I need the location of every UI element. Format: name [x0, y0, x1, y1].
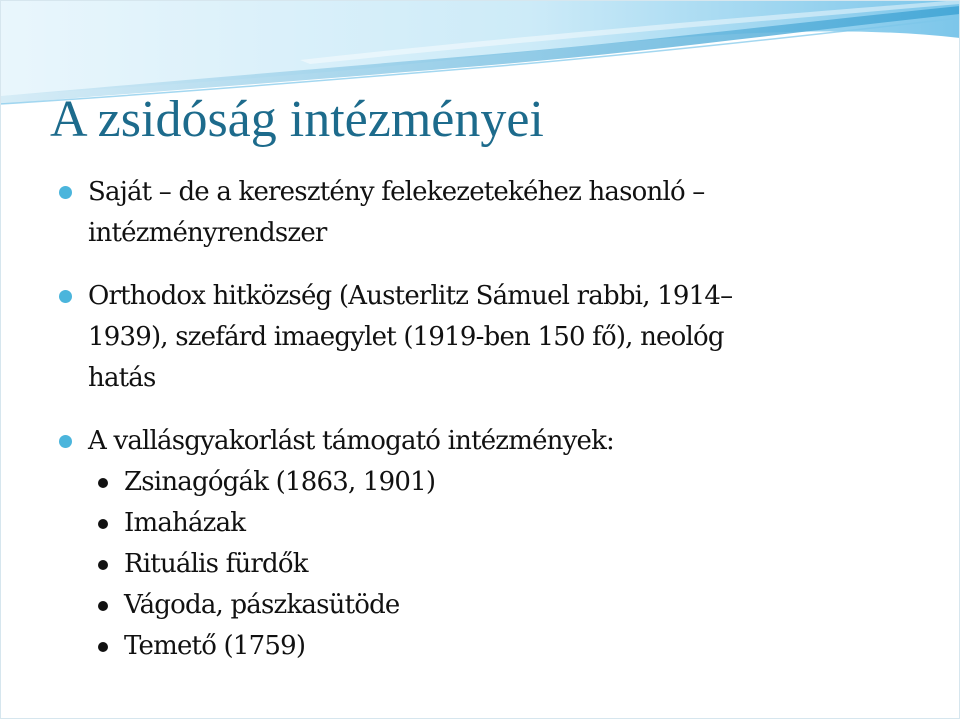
sub-item-synagogues — [88, 462, 888, 503]
sub-bullet-dot-icon — [98, 560, 108, 570]
sub-bullet-dot-icon — [98, 601, 108, 611]
bullet-dot-icon — [59, 186, 72, 199]
bullet-item-religious-practice — [88, 421, 888, 667]
sub-item-prayer-houses — [88, 503, 888, 544]
bullet-line: Saját – de a keresztény felekezetekéhez hasonló – — [88, 177, 705, 207]
sub-bullet-dot-icon — [98, 519, 108, 529]
bullet-line: Orthodox hitközség (Austerlitz Sámuel rabbi, 1914– — [88, 281, 733, 311]
sub-bullet-dot-icon — [98, 642, 108, 652]
sub-item-label: Rituális fürdők — [124, 549, 308, 579]
bullet-item-orthodox — [88, 276, 888, 399]
sub-item-label: Zsinagógák (1863, 1901) — [124, 467, 436, 497]
sub-item-cemetery — [88, 626, 888, 667]
slide-title: A zsidóság intézményei — [50, 91, 544, 148]
bullet-dot-icon — [59, 435, 72, 448]
sub-item-label: Imaházak — [124, 508, 246, 538]
bullet-list — [88, 172, 888, 689]
bullet-line: A vallásgyakorlást támogató intézmények: — [88, 426, 614, 456]
sub-item-label: Vágoda, pászkasütöde — [124, 590, 400, 620]
sub-item-label: Temető (1759) — [124, 631, 306, 661]
sub-item-ritual-baths — [88, 544, 888, 585]
bullet-line: 1939), szefárd imaegylet (1919-ben 150 fő), neológ — [88, 322, 724, 352]
bullet-item-institutions — [88, 172, 888, 254]
bullet-line: hatás — [88, 363, 156, 393]
sub-bullet-list — [88, 462, 888, 667]
sub-item-slaughterhouse-bakery — [88, 585, 888, 626]
bullet-dot-icon — [59, 290, 72, 303]
sub-bullet-dot-icon — [98, 478, 108, 488]
bullet-line: intézményrendszer — [88, 218, 327, 248]
